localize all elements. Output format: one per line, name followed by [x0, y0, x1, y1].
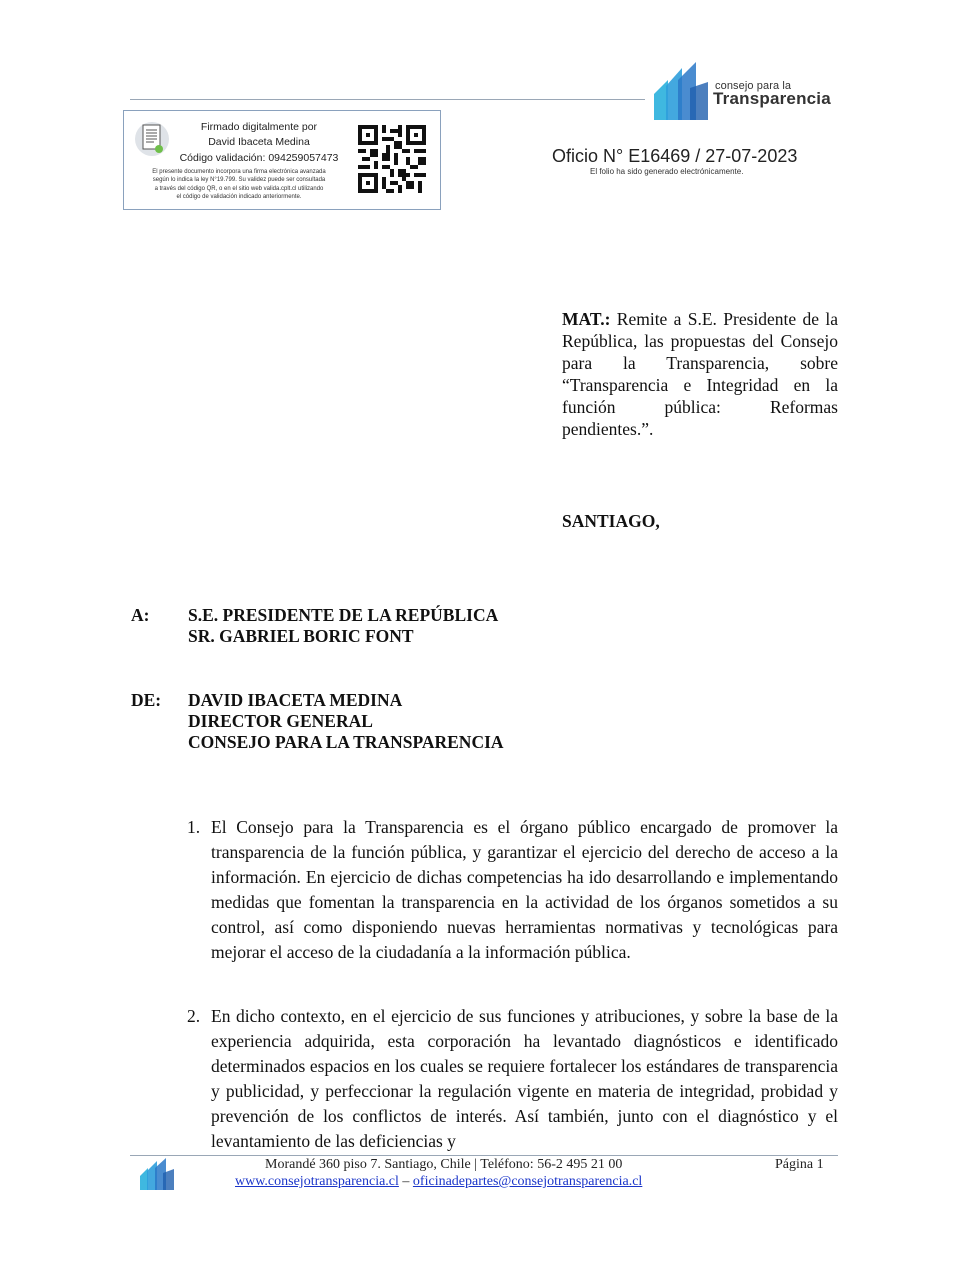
from-line-1: DAVID IBACETA MEDINA	[188, 690, 403, 710]
from-label: DE:	[131, 690, 162, 710]
from-line-2: DIRECTOR GENERAL	[188, 711, 373, 731]
cplt-logo-icon	[650, 58, 712, 122]
signature-line-2: David Ibaceta Medina	[208, 136, 310, 148]
page-number: Página 1	[775, 1157, 824, 1172]
footer-rule	[130, 1155, 838, 1156]
qr-code-icon[interactable]	[358, 125, 426, 193]
paragraph-1: El Consejo para la Transparencia es el órgano público encargado de promover la transparencia de la función pública, y garantizar el ejercicio del derecho de acceso a la información. En ejercicio de dichas competencias ha ido desarrollando e implementando medidas que fomentan la transparencia en la actividad de los órganos sometidos a su control, así como disponiendo nuevas herramientas normativas y tecnológicas para mejorar el acceso de la ciudadanía a la información pública.	[211, 817, 838, 962]
paragraph-1-number: 1.	[187, 817, 201, 837]
to-line-2: SR. GABRIEL BORIC FONT	[188, 626, 414, 646]
footer-links	[235, 1174, 642, 1190]
digital-signature-box	[123, 110, 441, 210]
footer-logo-icon	[138, 1156, 176, 1192]
from-line-3: CONSEJO PARA LA TRANSPARENCIA	[188, 732, 504, 752]
logo-big-text: Transparencia	[713, 89, 831, 108]
place-date: SANTIAGO,	[562, 511, 660, 531]
paragraph-2-number: 2.	[187, 1006, 201, 1026]
paragraph-2: En dicho contexto, en el ejercicio de sus funciones y atribuciones, y sobre la base de la experiencia adquirida, esta corporación ha levantado diagnósticos e identificado determinados espacios en los cuales se requiere fortalecer los estándares de transparencia y publicidad, y perfeccionar la regulación vigente en materia de integridad, probidad y prevención de los conflictos de interés. Así también, junto con el diagnóstico y el levantamiento de las deficiencias y	[211, 1006, 838, 1151]
mat-text: Remite a S.E. Presidente de la República, las propuestas del Consejo para la Transparencia, sobre “Transparencia e Integridad en la función pública: Reformas pendientes.”.	[562, 309, 838, 439]
to-line-1: S.E. PRESIDENTE DE LA REPÚBLICA	[188, 605, 499, 625]
website-link[interactable]: www.consejotransparencia.cl	[235, 1174, 399, 1189]
folio-note: El folio ha sido generado electrónicamente.	[590, 167, 744, 176]
logo-small-text: consejo para la	[715, 80, 792, 92]
mat-label: MAT.:	[562, 309, 611, 329]
to-label: A:	[131, 605, 150, 625]
signature-line-1: Firmado digitalmente por	[200, 121, 318, 133]
header-rule	[130, 99, 645, 100]
signed-document-icon	[134, 119, 170, 159]
footer-separator: –	[398, 1174, 413, 1189]
mat-block	[562, 308, 838, 440]
signature-validation-code: Código validación: 094259057473	[179, 152, 339, 164]
signature-fine-print: El presente documento incorpora una firma electrónica avanzada según lo indica la ley N°19.799. Su validez puede ser consultada a través del código QR, o en el sitio web valida.cplt.cl utilizando el código de validación indicado anteriormente.	[152, 169, 326, 201]
email-link[interactable]: oficinadepartes@consejotransparencia.cl	[412, 1174, 643, 1189]
oficio-number: Oficio N° E16469 / 27-07-2023	[552, 146, 798, 166]
cplt-logo	[650, 58, 840, 122]
footer-address: Morandé 360 piso 7. Santiago, Chile | Teléfono: 56-2 495 21 00	[265, 1157, 623, 1172]
